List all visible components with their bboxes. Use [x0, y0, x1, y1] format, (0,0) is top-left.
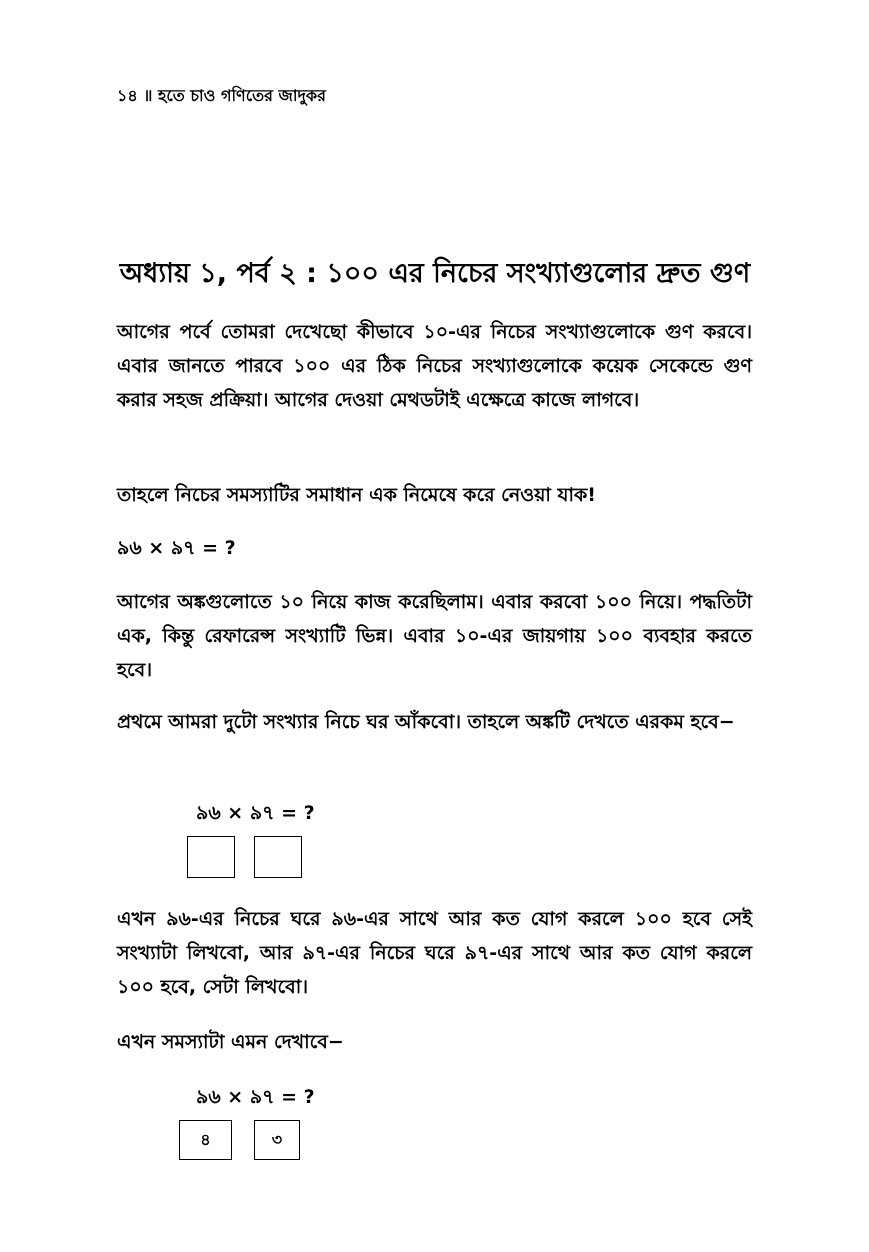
running-header: ১৪ ॥ হতে চাও গণিতের জাদুকর: [117, 86, 326, 105]
fill-boxes-paragraph: এখন ৯৬-এর নিচের ঘরে ৯৬-এর সাথে আর কত যোগ করলে ১০০ হবে সেই সংখ্যাটা লিখবো, আর ৯৭-এর নিচের ঘরে ৯৭-এর সাথে আর কত যোগ করলে ১০০ হবে, সেটা লিখবো।: [117, 908, 752, 998]
result-intro-paragraph: এখন সমস্যাটা এমন দেখাবে−: [117, 1031, 344, 1053]
draw-boxes-paragraph: প্রথমে আমরা দুটো সংখ্যার নিচে ঘর আঁকবো। তাহলে অঙ্কটি দেখতে এরকম হবে−: [117, 711, 735, 733]
filled-box-left: ৪: [179, 1120, 232, 1160]
equation-with-empty-boxes: ৯৬ × ৯৭ = ?: [196, 802, 315, 824]
problem-equation: ৯৬ × ৯৭ = ?: [117, 537, 236, 559]
intro-paragraph: আগের পর্বে তোমরা দেখেছো কীভাবে ১০-এর নিচের সংখ্যাগুলোকে গুণ করবে। এবার জানতে পারবে ১০০ এর ঠিক নিচের সংখ্যাগুলোকে কয়েক সেকেন্ডে গুণ করার সহজ প্রক্রিয়া। আগের দেওয়া মেথডটাই এক্ষেত্রে কাজে লাগবে।: [117, 321, 752, 411]
problem-intro-paragraph: তাহলে নিচের সমস্যাটির সমাধান এক নিমেষে করে নেওয়া যাক!: [117, 484, 596, 506]
chapter-title: অধ্যায় ১, পর্ব ২ : ১০০ এর নিচের সংখ্যাগুলোর দ্রুত গুণ: [119, 258, 751, 289]
empty-box-left: [187, 836, 235, 878]
reference-paragraph: আগের অঙ্কগুলোতে ১০ নিয়ে কাজ করেছিলাম। এবার করবো ১০০ নিয়ে। পদ্ধতিটা এক, কিন্তু রেফারেন্স সংখ্যাটি ভিন্ন। এবার ১০-এর জায়গায় ১০০ ব্যবহার করতে হবে।: [117, 591, 752, 681]
empty-box-right: [254, 836, 302, 878]
equation-with-filled-boxes: ৯৬ × ৯৭ = ?: [196, 1086, 315, 1108]
filled-box-right: ৩: [254, 1120, 300, 1160]
